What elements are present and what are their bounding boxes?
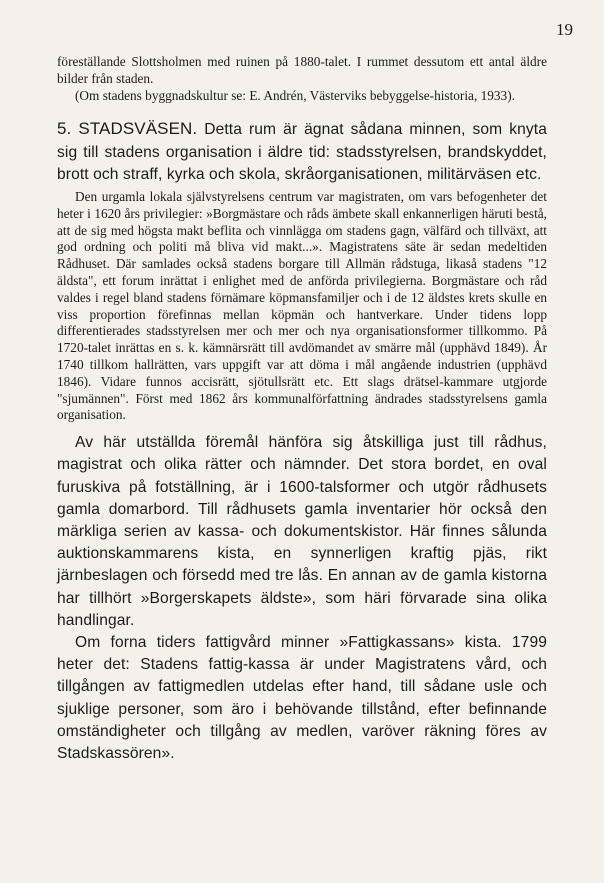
poorcare-paragraph: Om forna tiders fattigvård minner »Fattigkassans» kista. 1799 heter det: Stadens fattig-kassa är under Magistratens vård, och tillgången av fattigmedlen utdelas efter hand, till sådane usle och sjuklige personer, som äro i behövande tillstånd, efter befinnande omständigheter och tillgång av medlen, varöver räkning föres av Stadskassören». — [57, 633, 547, 762]
history-paragraph: Den urgamla lokala självstyrelsens centrum var magistraten, om vars befogenheter det heter i 1620 års privilegier: »Borgmästare och råds ämbete skall enkannerligen häruti bestå, att de sig med högsta makt beflita och vinnlägga om stadens gagn, välfärd och tillväxt, att god ordning och politi må bliva vid makt...». Magistratens säte är sedan medeltiden Rådhuset. Där samlades också stadens borgare till Allmän rådstuga, likaså stadens "12 äldsta", ett forum inrättat i enlighet med de anförda privilegierna. Borgmästare och råd valdes i regel bland stadens förnämare köpmansfamiljer och i de 12 äldstes krets skulle en viss proportion förefinnas mellan köpmän och hantverkare. Under tidens lopp differentierades stadsstyrelsen mer och mer och nya organisationsformer tillkommo. På 1720-talet inrättas en s. k. kämnärsrätt till avdömandet av smärre mål (upphävd 1849). År 1740 tillkom hallrätten, vars uppgift var att döma i mål angående industrien (upphävd 1846). Vidare funnos accisrätt, sjötullsrätt etc. Ett slags drätsel-kammare utgjorde "sjumännen". Först med 1862 års kommunalförfattning ändrades stadsstyrelsens gamla organisation. — [57, 189, 547, 423]
intro-paragraph: föreställande Slottsholmen med ruinen på 1880-talet. I rummet dessutom ett antal äldre bilder från staden. — [57, 54, 547, 86]
page-body — [57, 54, 547, 765]
section-title: STADSVÄSEN. — [78, 119, 198, 139]
reference-note: (Om stadens byggnadskultur se: E. Andrén, Västerviks bebyggelse-historia, 1933). — [75, 87, 515, 103]
section-number: 5. — [57, 119, 72, 139]
page-number: 19 — [556, 20, 573, 39]
section-lead: Detta rum är ägnat sådana minnen, som knyta sig till stadens organisation i äldre tid: stadsstyrelsen, brandskyddet, brott och straff, kyrka och skola, skråorganisationen, militärväsen etc. — [57, 121, 548, 183]
section-paragraph — [57, 118, 547, 186]
exhibits-paragraph: Av här utställda föremål hänföra sig åtskilliga just till rådhus, magistrat och olika rätter och nämnder. Det stora bordet, en oval furuskiva på fotställning, är i 1600-talsformer och utgör rådhusets gamla domarbord. Till rådhusets gamla inventarier hör också den märkliga serien av kassa- och dokumentskistor. Här finnes sålunda auktionskammarens kista, en synnerligen kraftig pjäs, rikt järnbeslagen och försedd med tre lås. En annan av de gamla kistorna har tillhört »Borgerskapets äldste», som häri förvarade sina olika handlingar. — [57, 434, 547, 629]
